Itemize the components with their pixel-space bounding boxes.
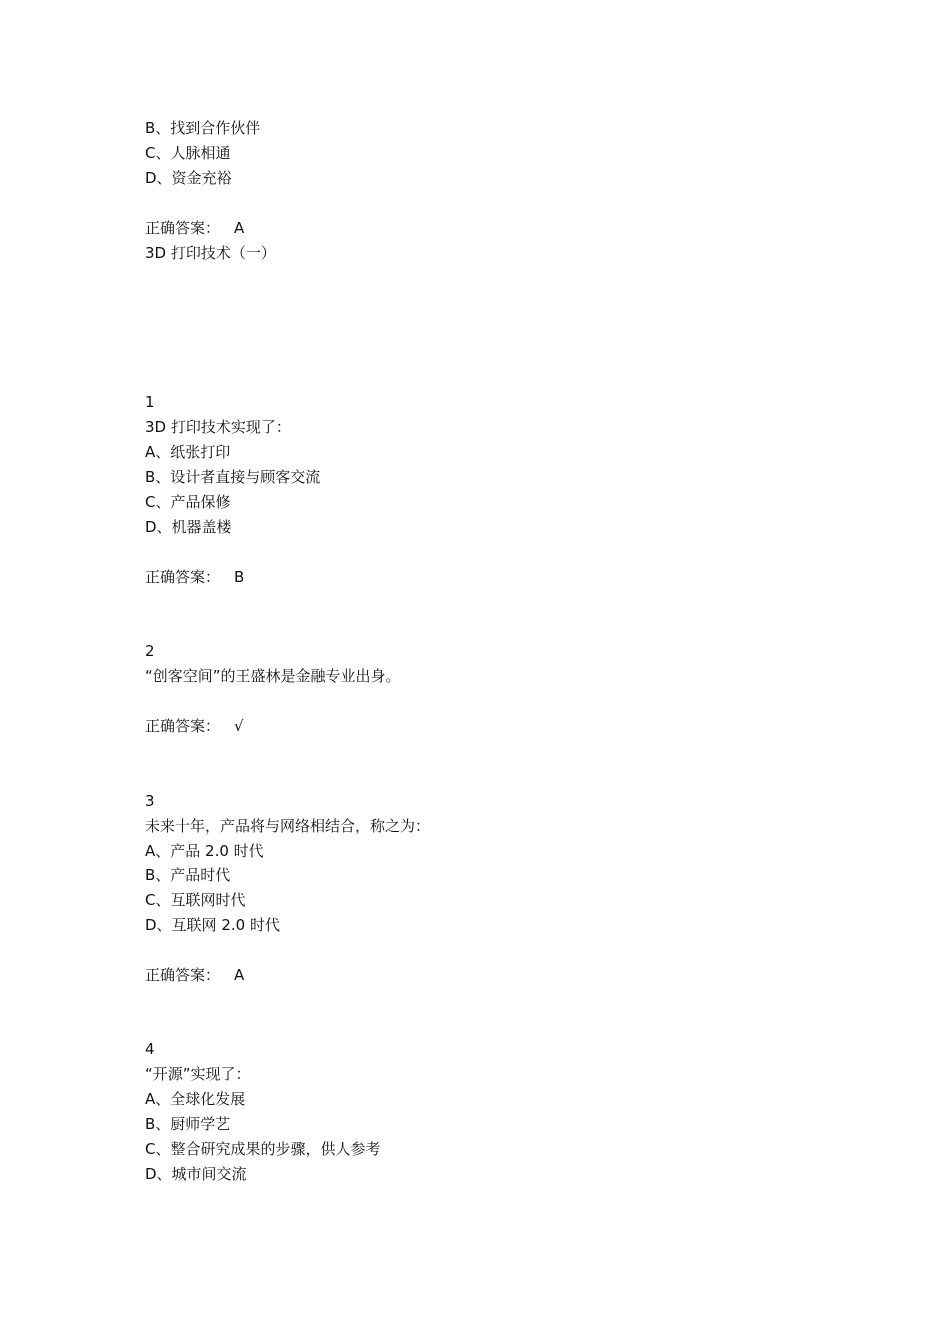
option-b: B、厨师学艺: [145, 1115, 231, 1133]
option-d: D、互联网 2.0 时代: [145, 916, 280, 934]
option-c: C、人脉相通: [145, 144, 231, 162]
option-b: B、设计者直接与顾客交流: [145, 468, 321, 486]
answer-label: 正确答案：: [145, 568, 221, 586]
answer-label: 正确答案：: [145, 966, 221, 984]
option-d: D、城市间交流: [145, 1165, 247, 1183]
answer-line: [145, 716, 244, 736]
answer-value: √: [234, 717, 244, 735]
answer-value: A: [234, 966, 245, 984]
answer-line: [145, 567, 244, 587]
question-number: 4: [145, 1040, 155, 1058]
option-b: B、产品时代: [145, 866, 231, 884]
question-text: “创客空间”的王盛林是金融专业出身。: [145, 667, 401, 685]
answer-line: [145, 218, 244, 238]
answer-value: A: [234, 219, 245, 237]
option-c: C、整合研究成果的步骤，供人参考: [145, 1140, 381, 1158]
question-number: 1: [145, 393, 155, 411]
question-text: 3D 打印技术实现了：: [145, 418, 291, 436]
option-a: A、产品 2.0 时代: [145, 842, 264, 860]
answer-line: [145, 965, 244, 985]
answer-label: 正确答案：: [145, 219, 221, 237]
section-title: 3D 打印技术（一）: [145, 244, 276, 262]
option-c: C、产品保修: [145, 493, 231, 511]
option-a: A、全球化发展: [145, 1090, 246, 1108]
question-number: 2: [145, 642, 155, 660]
question-text: “开源”实现了：: [145, 1065, 251, 1083]
option-b: B、找到合作伙伴: [145, 119, 261, 137]
answer-value: B: [234, 568, 245, 586]
answer-label: 正确答案：: [145, 717, 221, 735]
question-text: 未来十年，产品将与网络相结合，称之为：: [145, 817, 431, 835]
option-d: D、资金充裕: [145, 169, 232, 187]
option-c: C、互联网时代: [145, 891, 246, 909]
option-d: D、机器盖楼: [145, 518, 232, 536]
question-number: 3: [145, 792, 155, 810]
option-a: A、纸张打印: [145, 443, 231, 461]
